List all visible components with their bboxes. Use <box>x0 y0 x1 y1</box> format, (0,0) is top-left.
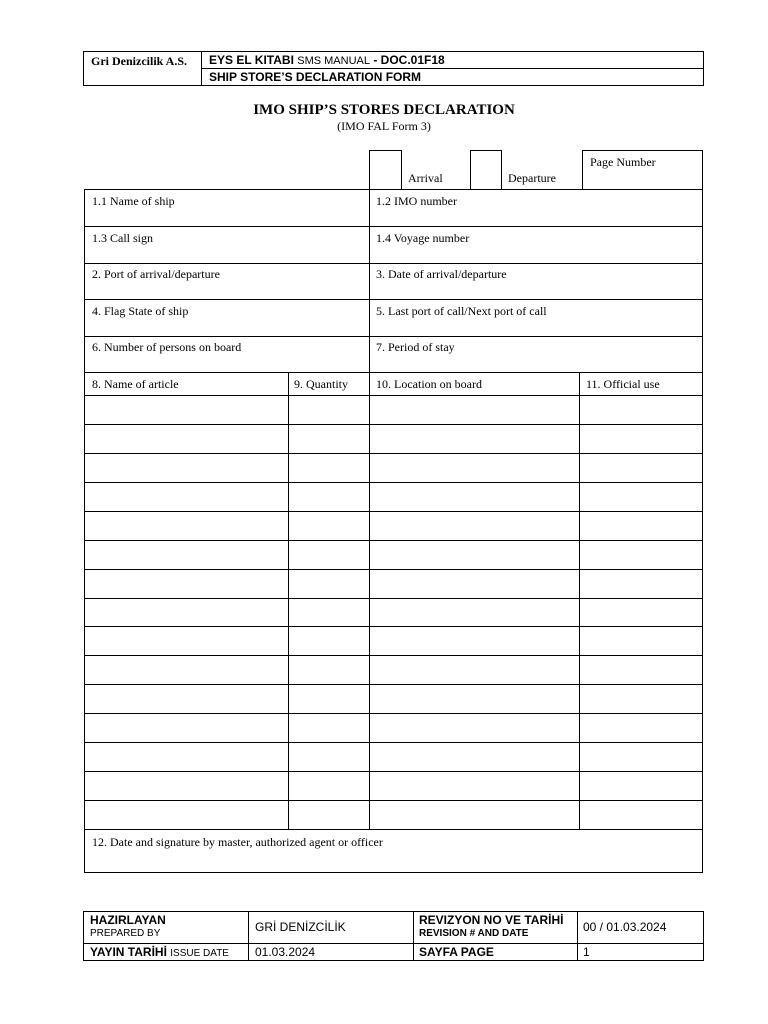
table-column-divider <box>288 372 289 829</box>
imo-number-field[interactable]: 1.2 IMO number <box>376 194 457 208</box>
date-field[interactable]: 3. Date of arrival/departure <box>376 267 507 281</box>
row-divider <box>85 263 702 264</box>
issue-date-value: 01.03.2024 <box>255 945 316 959</box>
footer-divider <box>413 912 414 960</box>
issue-date-sublabel: ISSUE DATE <box>170 948 229 959</box>
page-subtitle: (IMO FAL Form 3) <box>337 119 431 133</box>
table-row-divider <box>85 511 702 512</box>
prepared-by-value: GRİ DENİZCİLİK <box>255 920 346 934</box>
form-name: SHIP STORE’S DECLARATION FORM <box>209 70 422 84</box>
column-header-location: 10. Location on board <box>376 377 482 391</box>
manual-title <box>202 52 703 69</box>
table-row-divider <box>85 684 702 685</box>
table-row-divider <box>85 742 702 743</box>
last-port-field[interactable]: 5. Last port of call/Next port of call <box>376 304 547 318</box>
table-row-divider <box>85 771 702 772</box>
company-name: Gri Denizcilik A.S. <box>84 52 202 85</box>
period-of-stay-field[interactable]: 7. Period of stay <box>376 340 455 354</box>
table-row-divider <box>85 482 702 483</box>
revision-sublabel: REVISION # AND DATE <box>419 928 529 939</box>
prepared-by-label: HAZIRLAYAN <box>90 913 166 927</box>
table-row-divider <box>85 800 702 801</box>
footer-divider <box>84 943 703 944</box>
table-column-divider <box>369 372 370 829</box>
manual-title-normal: SMS MANUAL <box>297 55 370 67</box>
column-divider <box>369 190 370 372</box>
issue-date-label-bold: YAYIN TARİHİ <box>90 945 167 959</box>
document-header <box>83 51 704 86</box>
column-header-quantity: 9. Quantity <box>294 377 348 391</box>
port-field[interactable]: 2. Port of arrival/departure <box>92 267 220 281</box>
table-row-divider <box>85 713 702 714</box>
page-number-label: Page Number <box>590 155 656 169</box>
table-row-divider <box>85 453 702 454</box>
departure-label: Departure <box>508 171 556 185</box>
doc-code: - DOC.01F18 <box>373 53 445 67</box>
table-row-divider <box>85 655 702 656</box>
signature-field[interactable]: 12. Date and signature by master, authorized agent or officer <box>92 835 383 849</box>
table-row-divider <box>85 540 702 541</box>
issue-date-label <box>90 945 229 959</box>
revision-value: 00 / 01.03.2024 <box>583 920 667 934</box>
table-column-divider <box>579 372 580 829</box>
call-sign-field[interactable]: 1.3 Call sign <box>92 231 154 245</box>
flag-state-field[interactable]: 4. Flag State of ship <box>92 304 189 318</box>
column-header-official-use: 11. Official use <box>586 377 660 391</box>
page-label: SAYFA PAGE <box>419 945 494 959</box>
row-divider <box>85 299 702 300</box>
table-row-divider <box>85 569 702 570</box>
arrival-checkbox[interactable] <box>369 150 402 190</box>
table-row-divider <box>85 424 702 425</box>
document-footer <box>83 911 704 961</box>
voyage-number-field[interactable]: 1.4 Voyage number <box>376 231 470 245</box>
revision-label: REVIZYON NO VE TARİHİ <box>419 913 564 927</box>
row-divider <box>85 372 702 373</box>
table-row-divider <box>85 598 702 599</box>
footer-divider <box>248 912 249 960</box>
column-header-name-of-article: 8. Name of article <box>92 377 179 391</box>
row-divider <box>85 395 702 396</box>
row-divider <box>85 226 702 227</box>
footer-divider <box>577 912 578 960</box>
table-row-divider <box>85 626 702 627</box>
persons-on-board-field[interactable]: 6. Number of persons on board <box>92 340 242 354</box>
name-of-ship-field[interactable]: 1.1 Name of ship <box>92 194 175 208</box>
page-title: IMO SHIP’S STORES DECLARATION <box>253 102 515 118</box>
departure-checkbox[interactable] <box>470 150 502 190</box>
arrival-label: Arrival <box>408 171 443 185</box>
row-divider <box>85 336 702 337</box>
declaration-form <box>84 189 703 873</box>
manual-title-bold: EYS EL KITABI <box>209 53 294 67</box>
page-value: 1 <box>583 945 590 959</box>
row-divider <box>85 829 702 830</box>
prepared-by-sublabel: PREPARED BY <box>90 928 161 939</box>
